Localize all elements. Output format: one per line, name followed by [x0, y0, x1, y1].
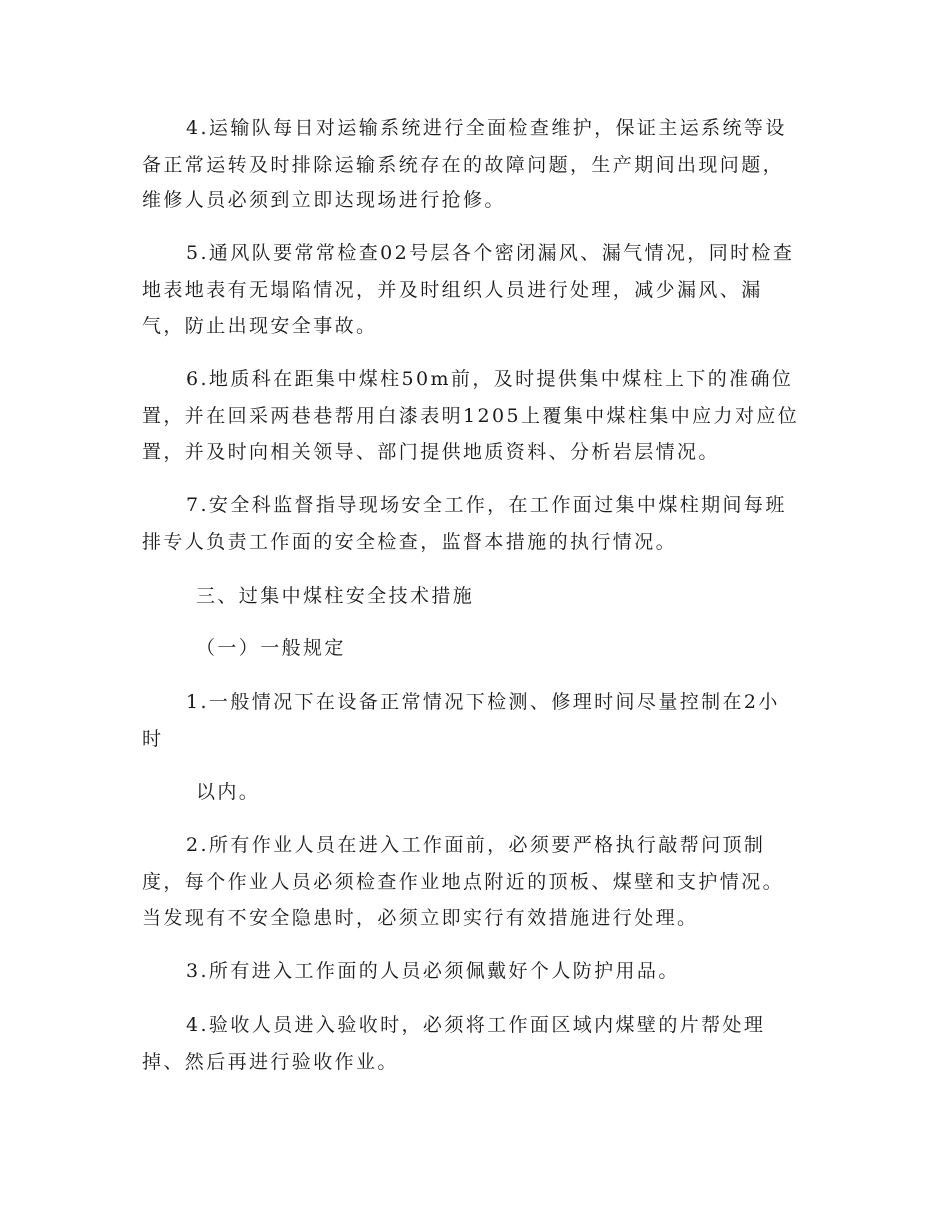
paragraph-5-ventilation-line-3: 气，防止出现安全事故。 [142, 315, 378, 337]
rule-3-line-1: 3.所有进入工作面的人员必须佩戴好个人防护用品。 [186, 960, 680, 982]
rule-4-line-1: 4.验收人员进入验收时，必须将工作面区域内煤壁的片帮处理 [186, 1014, 766, 1036]
rule-1-line-3: 以内。 [196, 781, 261, 803]
paragraph-6-geology-line-3: 置，并及时向相关领导、部门提供地质资料、分析岩层情况。 [142, 441, 720, 463]
paragraph-5-ventilation-line-2: 地表地表有无塌陷情况，并及时组织人员进行处理，减少漏风、漏 [142, 279, 763, 301]
rule-1-line-2: 时 [142, 728, 164, 750]
rule-2-line-2: 度，每个作业人员必须检查作业地点附近的顶板、煤壁和支护情况。 [142, 871, 785, 893]
paragraph-5-ventilation-line-1: 5.通风队要常常检查02号层各个密闭漏风、漏气情况，同时检查 [186, 242, 795, 264]
paragraph-6-geology-line-2: 置，并在回采两巷巷帮用白漆表明1205上覆集中煤柱集中应力对应位 [142, 405, 800, 427]
paragraph-4-transport-line-1: 4.运输队每日对运输系统进行全面检查维护，保证主运系统等设 [186, 117, 787, 139]
paragraph-4-transport-line-3: 维修人员必须到立即达现场进行抢修。 [142, 189, 506, 211]
rule-2-line-1: 2.所有作业人员在进入工作面前，必须要严格执行敲帮问顶制 [186, 834, 766, 856]
section-heading-three: 三、过集中煤柱安全技术措施 [196, 585, 475, 607]
rule-4-line-2: 掉、然后再进行验收作业。 [142, 1051, 399, 1073]
paragraph-6-geology-line-1: 6.地质科在距集中煤柱50m前，及时提供集中煤柱上下的准确位 [186, 368, 794, 390]
subsection-heading-general-rules: （一）一般规定 [196, 637, 346, 659]
paragraph-7-safety-line-1: 7.安全科监督指导现场安全工作，在工作面过集中煤柱期间每班 [186, 494, 787, 516]
rule-1-line-1: 1.一般情况下在设备正常情况下检测、修理时间尽量控制在2小 [186, 691, 780, 713]
rule-2-line-3: 当发现有不安全隐患时，必须立即实行有效措施进行处理。 [142, 907, 699, 929]
paragraph-7-safety-line-2: 排专人负责工作面的安全检查，监督本措施的执行情况。 [142, 531, 678, 553]
paragraph-4-transport-line-2: 备正常运转及时排除运输系统存在的故障问题，生产期间出现问题， [142, 154, 785, 176]
